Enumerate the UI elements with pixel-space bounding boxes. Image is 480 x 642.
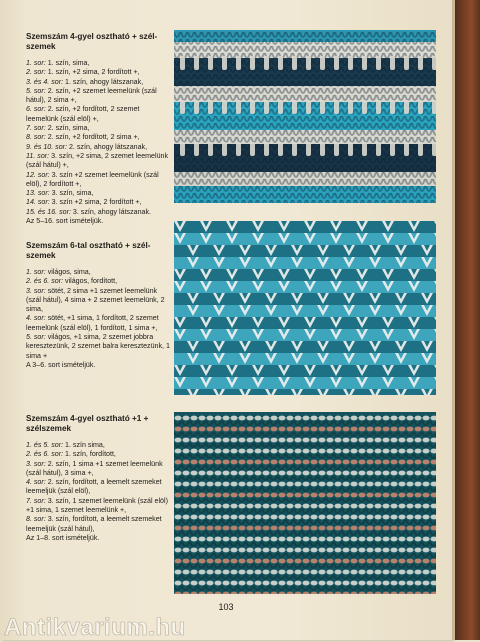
- row-instruction: 1. szín, sima,: [45, 59, 90, 67]
- pattern-2-rows: [26, 268, 172, 361]
- instruction-row: [26, 189, 172, 198]
- row-label: 2. és 6. sor:: [26, 277, 64, 286]
- row-instruction: 1. szín, +2 sima, 2 fordított +,: [45, 68, 140, 77]
- row-label: 1. és 5. sor:: [26, 441, 64, 449]
- pattern-2-title: Szemszám 6-tal osztható + szél-szemek: [26, 241, 151, 260]
- instruction-row: [26, 152, 172, 171]
- instruction-row: [26, 78, 172, 87]
- page-number: 103: [218, 602, 234, 612]
- row-label: 2. sor:: [26, 68, 46, 77]
- instruction-row: [26, 478, 172, 497]
- row-instruction: világos, fordított,: [63, 277, 118, 286]
- pattern-1-text: [26, 32, 172, 226]
- pattern-3-rows: [26, 441, 172, 534]
- row-label: 3. és 4. sor:: [26, 77, 64, 86]
- row-instruction: sötét, 2 sima +1 szemet leemelünk (szál hátul), 4 sima + 2 szemet leemelünk, 2 sima,: [26, 286, 165, 314]
- instruction-row: [26, 87, 172, 106]
- instruction-row: [26, 287, 172, 315]
- row-instruction: 3. szín, sima,: [49, 189, 94, 198]
- row-instruction: 2. szín, ahogy látszanak,: [67, 142, 148, 151]
- instruction-row: [26, 198, 172, 207]
- row-label: 3. sor:: [26, 459, 46, 468]
- knit-photo-1: [174, 30, 436, 203]
- row-instruction: sötét, +1 sima, 1 fordított, 2 szemet leemelünk (szál elöl), 1 fordított, 1 sima +,: [26, 314, 159, 332]
- row-label: 3. sor:: [26, 286, 46, 295]
- instruction-row: [26, 208, 172, 217]
- row-label: 15. és 16. sor:: [26, 207, 71, 216]
- row-instruction: 2. szín, +2 fordított, 2 sima +,: [45, 133, 140, 142]
- row-label: 12. sor:: [26, 170, 50, 179]
- instruction-row: [26, 59, 172, 68]
- row-label: 4. sor:: [26, 314, 46, 323]
- row-label: 5. sor:: [26, 333, 46, 342]
- instruction-row: [26, 143, 172, 152]
- pattern-1-rows: [26, 59, 172, 217]
- pattern-3-title: Szemszám 4-gyel osztható +1 + szélszemek: [26, 414, 149, 433]
- row-label: 2. és 6. sor:: [26, 450, 64, 459]
- knit-texture-3: [174, 412, 436, 594]
- row-label: 1. sor:: [26, 59, 46, 67]
- row-instruction: 2. szín, 1 sima +1 szemet leemelünk (szál hátul), 3 sima +,: [26, 459, 163, 477]
- row-label: 14. sor:: [26, 198, 50, 207]
- instruction-row: [26, 460, 172, 479]
- row-instruction: 3. szín, +2 sima, 2 szemet leemelünk (szál hátul) +,: [26, 151, 169, 170]
- instruction-row: [26, 277, 172, 286]
- pattern-2-text: [26, 241, 172, 370]
- page-edge: [452, 0, 455, 640]
- knit-photo-2: [174, 221, 436, 395]
- instruction-row: [26, 68, 172, 77]
- row-label: 7. sor:: [26, 124, 46, 133]
- instruction-row: [26, 124, 172, 133]
- row-label: 4. sor:: [26, 478, 46, 487]
- watermark: Antikvarium.hu: [4, 614, 186, 641]
- row-label: 9. és 10. sor:: [26, 142, 68, 151]
- pattern-1-title: Szemszám 4-gyel osztható + szél-szemek: [26, 32, 158, 51]
- pattern-1-repeat: Az 5–16. sort ismételjük.: [26, 217, 104, 226]
- row-instruction: 1. szín, fordított,: [63, 450, 116, 459]
- instruction-row: [26, 314, 172, 333]
- instruction-row: [26, 133, 172, 142]
- row-instruction: 3. szín +2 sima, 2 fordított +,: [49, 198, 142, 207]
- knit-photo-3: [174, 412, 436, 594]
- knit-texture-1: [174, 30, 436, 203]
- knit-texture-2: [174, 221, 436, 395]
- instruction-row: [26, 105, 172, 124]
- row-instruction: 3. szín, 1 szemet leemelünk (szál elöl) +1 sima, 1 szemet leemelünk +,: [26, 496, 168, 515]
- row-label: 7. sor:: [26, 496, 46, 505]
- row-instruction: 1. szín sima,: [63, 441, 105, 449]
- instruction-row: [26, 333, 172, 361]
- row-instruction: 1. szín, ahogy látszanak,: [63, 77, 144, 86]
- instruction-row: [26, 515, 172, 534]
- pattern-2-repeat: A 3–6. sort ismételjük.: [26, 360, 96, 369]
- row-instruction: 2. szín, +2 szemet leemelünk (szál hátul), 2 sima +,: [26, 86, 157, 105]
- row-instruction: 3. szín, ahogy látszanak.: [70, 207, 152, 216]
- row-label: 11. sor:: [26, 151, 50, 160]
- row-instruction: 3. szín +2 szemet leemelünk (szál elöl), 2 fordított +,: [26, 170, 159, 188]
- book-cover-edge: [452, 0, 480, 640]
- instruction-row: [26, 268, 172, 277]
- row-label: 8. sor:: [26, 133, 46, 142]
- row-label: 5. sor:: [26, 86, 46, 95]
- row-instruction: 3. szín, fordított, a leemelt szemeket leemeljük (szál hátul),: [26, 515, 162, 533]
- row-label: 6. sor:: [26, 105, 46, 114]
- row-instruction: 2. szín, fordított, a leemelt szemeket leemeljük (szál elöl),: [26, 478, 162, 496]
- instruction-row: [26, 497, 172, 516]
- row-instruction: világos, +1 sima, 2 szemet jobbra keresztezünk, 2 szemet balra keresztezünk, 1 sima +: [26, 333, 170, 360]
- row-instruction: világos, sima,: [45, 268, 91, 276]
- row-instruction: 2. szín, sima,: [45, 124, 90, 133]
- row-label: 8. sor:: [26, 515, 46, 524]
- instruction-row: [26, 171, 172, 190]
- row-label: 1. sor:: [26, 268, 46, 276]
- pattern-3-text: [26, 414, 172, 543]
- row-instruction: 2. szín, +2 fordított, 2 szemet leemelünk (szál elöl) +,: [26, 105, 140, 123]
- row-label: 13. sor:: [26, 189, 50, 198]
- pattern-3-repeat: Az 1–8. sort ismételjük.: [26, 533, 100, 542]
- instruction-row: [26, 441, 172, 450]
- instruction-row: [26, 450, 172, 459]
